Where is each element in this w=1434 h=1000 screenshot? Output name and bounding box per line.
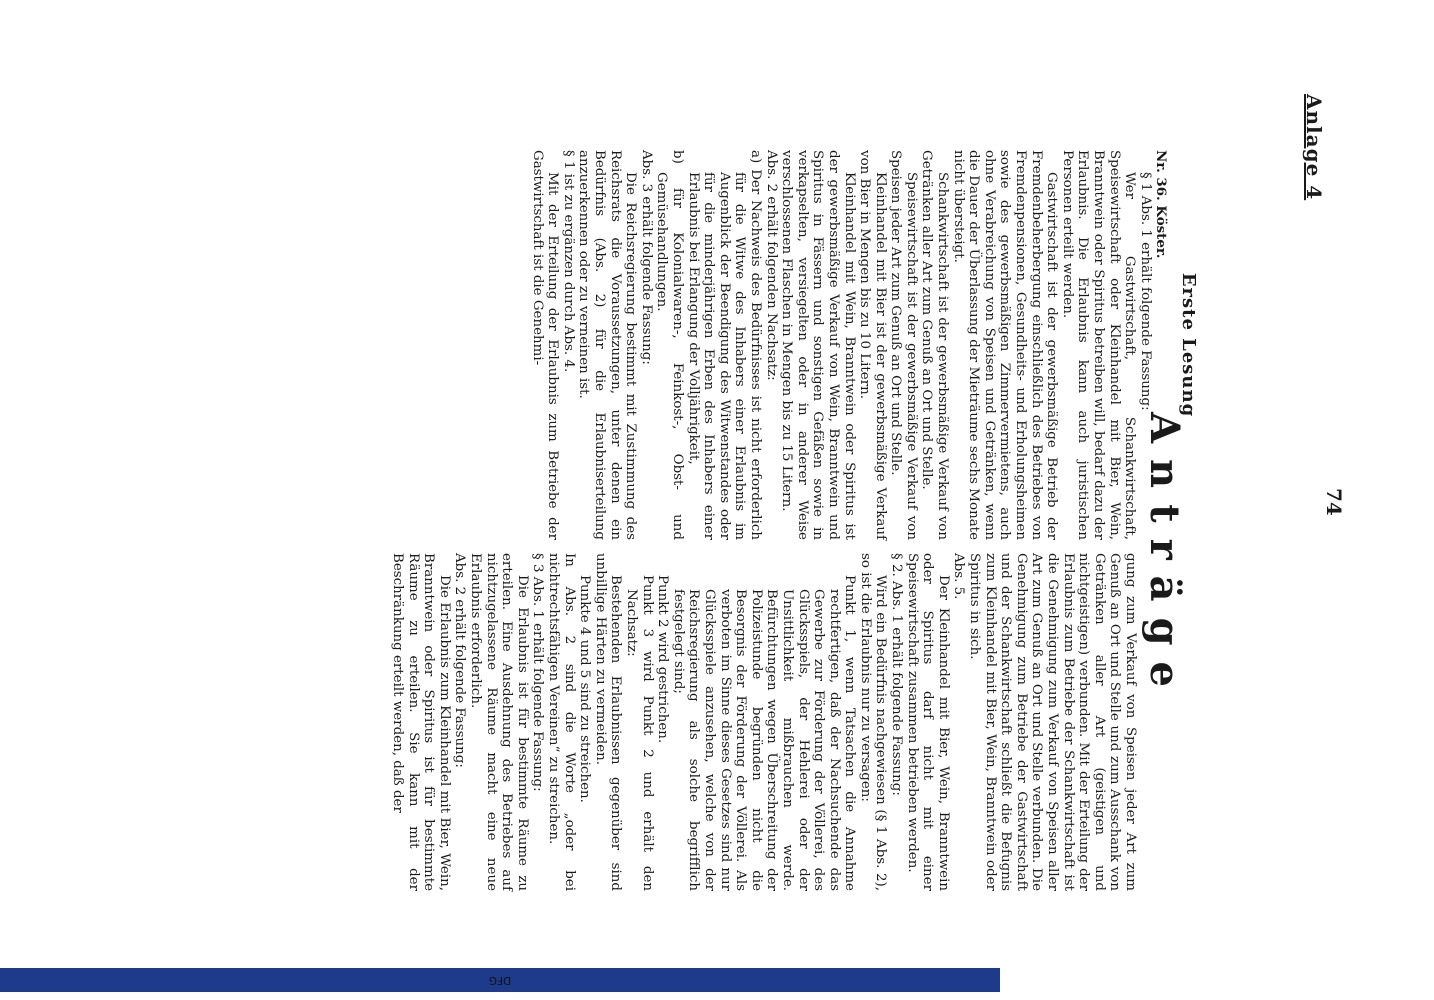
- paragraph: Abs. 2 erhält folgenden Nachsatz:: [763, 150, 779, 381]
- paragraph: § 3 Abs. 1 erhält folgende Fassung:: [530, 553, 546, 792]
- paragraph: Speisewirtschaft ist der gewerbsmäßige Verkauf von Speisen jeder Art zum Genuß an Ort und Stelle.: [888, 150, 919, 540]
- paragraph: Der Kleinhandel mit Bier, Wein, Branntwein oder Spiritus darf nicht mit einer Speisewirtschaft zusammen betrieben werden.: [904, 553, 951, 891]
- list-item: a) Der Nachweis des Bedürfnisses ist nicht erforderlich für die Witwe des Inhabers einer Erlaubnis im Augenblick der Beendigung des Witwenstandes oder für die minderjährigen Erben des Inhabers einer Erlaubnis bei Erlangung der Volljährigkeit,: [685, 150, 763, 540]
- right-column: [390, 553, 1139, 891]
- paragraph: Kleinhandel mit Wein, Branntwein oder Spiritus ist der gewerbsmäßige Verkauf von Wein, Branntwein und Spiritus in Fässern und sonstigen Gefäßen sowie in verkapselten, versiegelten oder in anderer Weise verschlossenen Flaschen in Mengen bis zu 15 Litern.: [779, 150, 857, 540]
- page-title: Anträge: [1141, 412, 1188, 704]
- paragraph: gung zum Verkauf von Speisen jeder Art zum Genuß an Ort und Stelle und zum Ausschank von Getränken aller Art (geistigen und nichtgeistigen) verbunden. Mit der Erteilung der Erlaubnis zum Betriebe der Schankwirtschaft ist die Genehmigung zum Verkauf von Speisen aller Art zum Genuß an Ort und Stelle verbunden. Die Genehmigung zum Betriebe der Gastwirtschaft und der Schankwirtschaft schließt die Befugnis zum Kleinhandel mit Bier, Wein, Branntwein oder Spiritus in sich.: [967, 553, 1138, 891]
- paragraph: Mit der Erteilung der Erlaubnis zum Betriebe der Gastwirtschaft ist die Genehmi-: [529, 150, 561, 540]
- paragraph: Abs. 5.: [951, 553, 967, 600]
- paragraph: Die Erlaubnis ist für bestimmte Räume zu erteilen. Eine Ausdehnung des Betriebes auf nichtzugelassene Räume macht eine neue Erlaubnis erforderlich.: [468, 553, 530, 891]
- paragraph: Abs. 2 erhält folgende Fassung:: [452, 553, 468, 768]
- paragraph: Die Reichsregierung bestimmt mit Zustimmung des Reichsrats die Voraussetzungen, unter denen ein Bedürfnis (Abs. 2) für die Erlaubniserteilung anzuerkennen oder zu verneinen ist.: [576, 150, 639, 540]
- list-item: Punkt 2 wird gestrichen.: [655, 575, 671, 744]
- paragraph: Bestehenden Erlaubnissen gegenüber sind unbillige Härten zu vermeiden.: [592, 553, 624, 891]
- left-column: [529, 150, 1199, 540]
- list-item: Punkt 1, wenn Tatsachen die Annahme rechtfertigen, daß der Nachsuchende das Gewerbe zur Förderung der Völlerei, des Glücksspiels, der Hehlerei oder der Unsittlichkeit mißbrauchen werde. Befürchtungen wegen Überschreitung der Polizeistunde begründen nicht die Besorgnis der Förderung der Völlerei. Als verboten im Sinne dieses Gesetzes sind nur Glücksspiele anzusehen, welche von der Reichsregierung als solche begrifflich festgelegt sind;: [670, 575, 858, 891]
- paragraph: § 2. Abs. 1 erhält folgende Fassung:: [889, 553, 905, 796]
- list-item: Punkt 3 wird Punkt 2 und erhält den Nachsatz:: [624, 575, 655, 891]
- paragraph: § 1 ist zu ergänzen durch Abs. 4.: [560, 150, 576, 373]
- paragraph: Die Erlaubnis zum Kleinhandel mit Bier, Wein, Branntwein oder Spiritus ist für bestimmte Räume zu erteilen. Sie kann mit der Beschränkung erteilt werden, daß der: [390, 553, 452, 891]
- section-subheading: Erste Lesung: [1178, 272, 1199, 418]
- dfg-logo: DFG: [0, 968, 1000, 992]
- paragraph: Kleinhandel mit Bier ist der gewerbsmäßige Verkauf von Bier in Mengen bis zu 10 Litern.: [857, 150, 888, 540]
- list-item: b) für Kolonialwaren-, Feinkost-, Obst- und Gemüsehandlungen.: [654, 150, 685, 540]
- page-number: 74: [1322, 488, 1346, 516]
- list-item: Punkte 4 und 5 sind zu streichen.: [577, 575, 593, 803]
- motion-number: Nr. 36. Köster.: [1153, 150, 1170, 259]
- paragraph: Schankwirtschaft ist der gewerbsmäßige Verkauf von Getränken aller Art zum Genuß an Ort und Stelle.: [919, 150, 951, 540]
- paragraph: Gastwirtschaft ist der gewerbsmäßige Betrieb der Fremdenbeherbergung einschließlich des Betriebes von Fremdenpensionen, Gesundheits- und Erholungsheimen sowie des gewerbsmäßigen Zimmervermietens, auch ohne Verabreichung von Speisen und Getränken, wenn die Dauer der Überlassung der Mieträume sechs Monate nicht übersteigt.: [950, 150, 1060, 540]
- paragraph: Wird ein Bedürfnis nachgewiesen (§ 1 Abs. 2), so ist die Erlaubnis nur zu versagen:: [857, 553, 889, 891]
- paragraph: Abs. 3 erhält folgende Fassung:: [638, 150, 654, 365]
- anlage-label: Anlage 4: [1302, 94, 1326, 201]
- paragraph: In Abs. 2 sind die Worte „oder bei nichtrechtsfähigen Vereinen“ zu streichen.: [546, 553, 577, 891]
- paragraph: Wer Gastwirtschaft, Schankwirtschaft, Speisewirtschaft oder Kleinhandel mit Bier, Wein, Branntwein oder Spiritus betreiben will, bedarf dazu der Erlaubnis. Die Erlaubnis kann auch juristischen Personen erteilt werden.: [1059, 150, 1138, 540]
- paragraph: § 1 Abs. 1 erhält folgende Fassung:: [1137, 172, 1153, 411]
